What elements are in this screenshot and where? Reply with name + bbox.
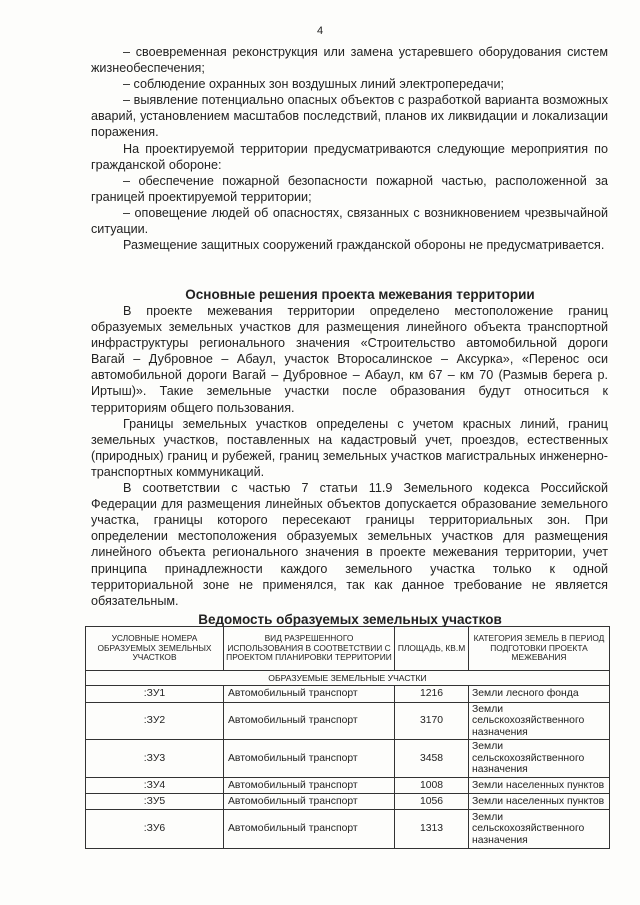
cell-area: 1216 <box>394 686 468 702</box>
paragraph: На проектируемой территории предусматриваются следующие мероприятия по гражданской обороне: <box>91 141 608 172</box>
cell-category: Земли сельскохозяйственного назначения <box>468 740 609 777</box>
cell-id: :ЗУ4 <box>143 779 166 791</box>
paragraph: – своевременная реконструкция или замена устаревшего оборудования систем жизнеобеспечения; <box>91 45 608 76</box>
table-row <box>86 777 609 793</box>
land-plots-table <box>85 626 610 849</box>
table-subheader-row <box>86 670 609 685</box>
section-heading: Основные решения проекта межевания территории <box>185 287 535 302</box>
cell-id: :ЗУ1 <box>143 688 166 700</box>
paragraph: – обеспечение пожарной безопасности пожарной частью, расположенной за границей проектируемой территории; <box>91 173 608 204</box>
paragraph: В соответствии с частью 7 статьи 11.9 Земельного кодекса Российской Федерации для размещения линейных объектов допускается образование земельного участка, границы которого пересекают границы территориальных зон. При определении местоположения образуемых земельных участков для размещения линейного объекта регионального значения в проекте межевания территории, учет принципа принадлежности каждого земельного участка только к одной территориальной зоне не применялся, так как данное требование не является обязательным. <box>91 481 608 608</box>
cell-area: 1056 <box>394 794 468 809</box>
cell-id: :ЗУ2 <box>143 715 166 727</box>
table-title: Ведомость образуемых земельных участков <box>198 612 502 627</box>
paragraph: Размещение защитных сооружений гражданской обороны не предусматривается. <box>123 238 605 253</box>
cell-use: Автомобильный транспорт <box>223 810 394 848</box>
paragraph: В проекте межевания территории определено местоположение границ образуемых земельных участков для размещения линейного объекта транспортной инфраструктуры регионального значения «Строительство автомобильной дороги Вагай – Дубровное – Абаул, участок Второсалинское – Аксурка», «Перенос оси автомобильной дороги Вагай – Дубровное – Абаул, км 67 – км 70 (Размыв берега р. Иртыш)». Такие земельные участки после образования будут относиться к территориям общего пользования. <box>91 304 608 415</box>
header-cell: УСЛОВНЫЕ НОМЕРА ОБРАЗУЕМЫХ ЗЕМЕЛЬНЫХ УЧАСТКОВ <box>97 633 212 663</box>
paragraph: Границы земельных участков определены с учетом красных линий, границ земельных участков, поставленных на кадастровый учет, проездов, естественных (природных) границ и рубежей, границ земельных участков магистральных инженерно-транспортных коммуникаций. <box>91 416 608 479</box>
cell-category: Земли населенных пунктов <box>468 778 609 793</box>
cell-use: Автомобильный транспорт <box>223 686 394 702</box>
cell-use: Автомобильный транспорт <box>223 740 394 777</box>
header-cell: КАТЕГОРИЯ ЗЕМЕЛЬ В ПЕРИОД ПОДГОТОВКИ ПРОЕКТА МЕЖЕВАНИЯ <box>468 627 609 670</box>
table-row <box>86 702 609 739</box>
table-row <box>86 809 609 848</box>
paragraph: – оповещение людей об опасностях, связанных с возникновением чрезвычайной ситуации. <box>91 205 608 237</box>
cell-area: 1008 <box>394 778 468 793</box>
cell-category: Земли лесного фонда <box>468 686 609 702</box>
cell-id: :ЗУ3 <box>143 752 166 764</box>
table-header-row <box>86 627 609 670</box>
cell-area: 1313 <box>394 810 468 848</box>
cell-area: 3458 <box>394 740 468 777</box>
paragraph: – выявление потенциально опасных объектов с разработкой варианта возможных аварий, установлением масштабов последствий, планов их ликвидации и локализации поражения. <box>91 93 608 140</box>
cell-use: Автомобильный транспорт <box>223 703 394 739</box>
table-row <box>86 685 609 702</box>
surveying-decisions-text <box>91 303 608 609</box>
cell-area: 3170 <box>394 703 468 739</box>
subheader-cell: ОБРАЗУЕМЫЕ ЗЕМЕЛЬНЫЕ УЧАСТКИ <box>268 673 427 683</box>
header-cell: ВИД РАЗРЕШЕННОГО ИСПОЛЬЗОВАНИЯ В СООТВЕТСТВИИ С ПРОЕКТОМ ПЛАНИРОВКИ ТЕРРИТОРИИ <box>223 627 394 670</box>
table-row <box>86 793 609 809</box>
table-row <box>86 739 609 777</box>
header-cell: ПЛОЩАДЬ, КВ.М <box>394 627 468 670</box>
cell-id: :ЗУ6 <box>143 823 166 835</box>
cell-use: Автомобильный транспорт <box>223 794 394 809</box>
paragraph: – соблюдение охранных зон воздушных линий электропередачи; <box>123 77 504 92</box>
civil-defense-text <box>91 44 608 253</box>
cell-id: :ЗУ5 <box>143 795 166 807</box>
cell-category: Земли населенных пунктов <box>468 794 609 809</box>
page-number: 4 <box>316 25 324 37</box>
cell-use: Автомобильный транспорт <box>223 778 394 793</box>
cell-category: Земли сельскохозяйственного назначения <box>468 810 609 848</box>
cell-category: Земли сельскохозяйственного назначения <box>468 703 609 739</box>
